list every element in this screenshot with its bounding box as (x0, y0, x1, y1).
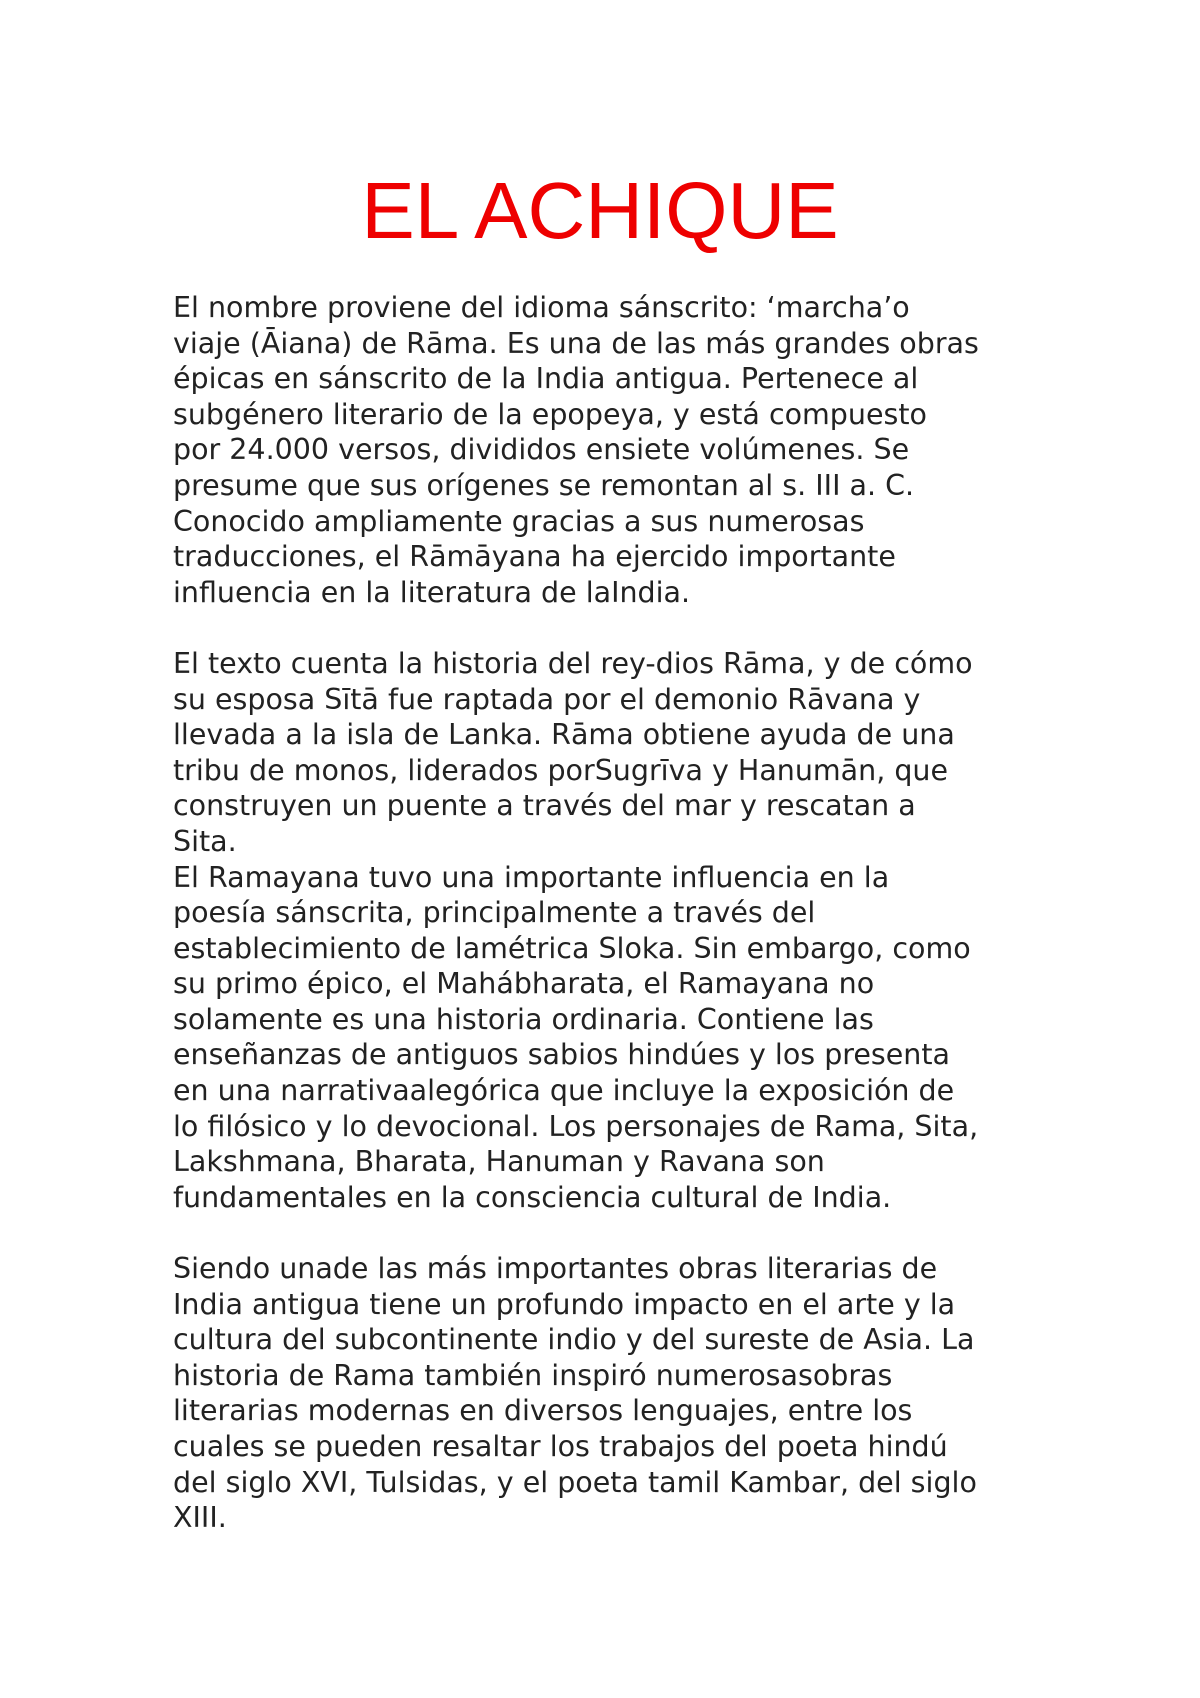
paragraph-1 (173, 290, 1053, 610)
text-line: poesía sánscrita, principalmente a través del (173, 896, 816, 930)
text-line: solamente es una historia ordinaria. Contiene las (173, 1002, 874, 1036)
text-line: cuales se pueden resaltar los trabajos del poeta hindú (173, 1430, 948, 1463)
text-line: El texto cuenta la historia del rey-dios Rāma, y de cómo (173, 646, 973, 680)
paragraph-gap (173, 1215, 1053, 1251)
text-line: Lakshmana, Bharata, Hanuman y Ravana son (173, 1145, 825, 1179)
text-line: épicas en sánscrito de la India antigua. Pertenece al (173, 362, 919, 396)
paragraph-3 (173, 860, 1053, 1216)
text-line: establecimiento de lamétrica Sloka. Sin embargo, como (173, 931, 971, 965)
text-line: construyen un puente a través del mar y rescatan a (173, 789, 916, 823)
text-line: enseñanzas de antiguos sabios hindúes y los presenta (173, 1038, 951, 1072)
text-line: subgénero literario de la epopeya, y está compuesto (173, 397, 927, 431)
text-line: presume que sus orígenes se remontan al s. III a. C. (173, 468, 915, 502)
text-line: Sita. (173, 824, 237, 858)
text-line: El Ramayana tuvo una importante influencia en la (173, 860, 890, 894)
text-line: XIII. (173, 1501, 227, 1535)
text-line: lo filósico y lo devocional. Los personajes de Rama, Sita, (173, 1109, 979, 1143)
text-line: historia de Rama también inspiró numerosasobras (173, 1358, 893, 1392)
document-title: EL ACHIQUE (361, 166, 839, 255)
text-line: cultura del subcontinente indio y del sureste de Asia. La (173, 1323, 975, 1357)
text-line: influencia en la literatura de laIndia. (173, 575, 691, 609)
text-line: Siendo unade las más importantes obras literarias de (173, 1252, 938, 1286)
text-line: su primo épico, el Mahábharata, el Ramayana no (173, 967, 875, 1001)
text-line: traducciones, el Rāmāyana ha ejercido importante (173, 540, 896, 574)
text-line: literarias modernas en diversos lenguajes, entre los (173, 1394, 913, 1428)
paragraph-2 (173, 646, 1053, 860)
document-body (173, 290, 1053, 1536)
paragraph-gap (173, 610, 1053, 646)
text-line: India antigua tiene un profundo impacto en el arte y la (173, 1287, 956, 1321)
text-line: Conocido ampliamente gracias a sus numerosas (173, 504, 865, 538)
text-line: El nombre proviene del idioma sánscrito: ‘marcha’o (173, 291, 910, 324)
text-line: llevada a la isla de Lanka. Rāma obtiene ayuda de una (173, 718, 955, 752)
text-line: del siglo XVI, Tulsidas, y el poeta tamil Kambar, del siglo (173, 1465, 977, 1499)
text-line: por 24.000 versos, divididos ensiete volúmenes. Se (173, 433, 910, 467)
text-line: en una narrativaalegórica que incluye la exposición de (173, 1074, 955, 1108)
paragraph-4 (173, 1251, 1053, 1536)
text-line: su esposa Sītā fue raptada por el demonio Rāvana y (173, 682, 921, 716)
text-line: tribu de monos, liderados porSugrīva y Hanumān, que (173, 753, 949, 787)
text-line: fundamentales en la consciencia cultural de India. (173, 1180, 892, 1214)
text-line: viaje (Āiana) de Rāma. Es una de las más grandes obras (173, 326, 979, 360)
